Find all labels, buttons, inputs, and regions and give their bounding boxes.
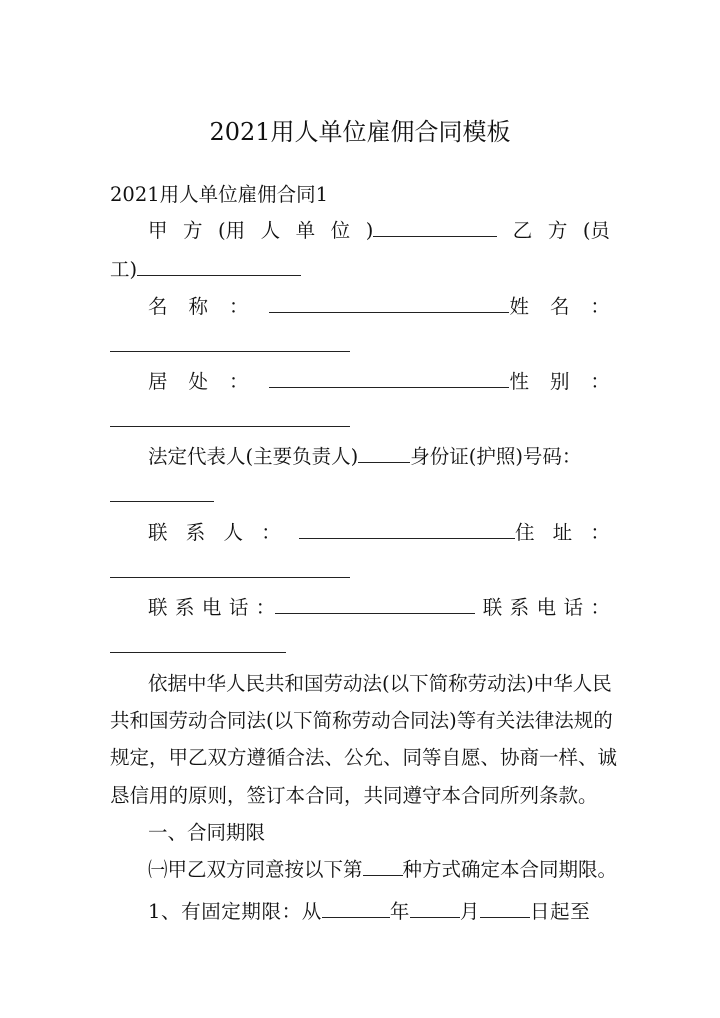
residence-label-1: 居: [148, 370, 168, 393]
name-label-2: 称: [188, 295, 208, 318]
party-a-label-3: (用: [218, 219, 246, 242]
phone-a-label-4: 话: [228, 596, 249, 619]
phone-b-label-5: ：: [590, 596, 610, 619]
legal-rep-line: [148, 444, 581, 470]
name-label-1: 名: [148, 295, 168, 318]
phone-a-label-2: 系: [174, 596, 195, 619]
month-label: 月: [459, 900, 481, 923]
phone-line: [148, 595, 610, 621]
party-a-label-2: 方: [183, 219, 203, 242]
party-a-label-1: 甲: [148, 219, 168, 242]
legal-rep-label: 法定代表人(主要负责人): [148, 445, 359, 468]
gender-label-2: 别: [549, 370, 570, 393]
address-blank-line: [110, 559, 350, 585]
fixed-term-label: 1、有固定期限：从: [148, 900, 322, 923]
party-b-label-3: (员: [582, 219, 610, 242]
start-day-blank: [480, 899, 530, 918]
residence-blank: [269, 369, 509, 388]
phone-b-blank-line: [110, 634, 286, 660]
contact-label-4: ：: [261, 521, 281, 544]
phone-b-label-2: 系: [509, 596, 530, 619]
party-a-label-7: ): [365, 219, 374, 242]
preamble-line-3: 规定，甲乙双方遵循合法、公允、同等自愿、协商一样、诚: [110, 746, 618, 769]
gender-blank-line: [110, 408, 350, 434]
party-a-label-6: 位: [330, 219, 351, 242]
phone-a-label-5: ：: [255, 596, 276, 619]
phone-b-label-4: 话: [563, 596, 584, 619]
phone-a-label-3: 电: [201, 596, 222, 619]
id-blank-line: [110, 483, 214, 509]
person-name-blank-line: [110, 333, 350, 359]
party-a-label-5: 单: [295, 219, 316, 242]
phone-b-label-1: 联: [482, 596, 503, 619]
party-b-label-1: 乙: [512, 219, 533, 242]
party-a-blank: [373, 218, 497, 237]
id-label: 身份证(护照)号码：: [410, 445, 582, 468]
address-label-2: 址: [552, 521, 573, 544]
preamble-line-1: 依据中华人民共和国劳动法(以下简称劳动法)中华人民: [148, 672, 612, 695]
contact-line: [148, 520, 610, 546]
clause-1-blank: [363, 857, 403, 876]
fixed-term-line: [148, 899, 590, 925]
party-b-label-2: 方: [547, 219, 568, 242]
address-blank: [110, 559, 350, 578]
party-b-label-cont: 工): [110, 258, 138, 281]
party-a-label-4: 人: [260, 219, 281, 242]
gender-label-3: ：: [590, 370, 610, 393]
address-label-3: ：: [590, 521, 610, 544]
clause-1-line: [148, 857, 617, 883]
person-name-label-1: 姓: [509, 295, 529, 318]
clause-1-part-1: ㈠甲乙双方同意按以下第: [148, 858, 363, 881]
year-label: 年: [389, 900, 410, 923]
residence-line: [148, 369, 610, 395]
contact-label-1: 联: [148, 521, 168, 544]
preamble-line-2: 共和国劳动合同法(以下简称劳动合同法)等有关法律法规的: [110, 709, 613, 732]
legal-rep-blank: [358, 444, 410, 463]
residence-label-2: 处: [188, 370, 208, 393]
start-year-blank: [322, 899, 390, 918]
contact-label-2: 系: [185, 521, 206, 544]
name-label-3: ：: [228, 295, 249, 318]
phone-b-label-3: 电: [536, 596, 557, 619]
phone-a-label-1: 联: [148, 596, 168, 619]
contact-label-3: 人: [223, 521, 243, 544]
party-b-cont-line: [110, 257, 301, 283]
preamble-line-4: 恳信用的原则，签订本合同，共同遵守本合同所列条款。: [110, 784, 598, 807]
gender-label-1: 性: [509, 370, 529, 393]
company-name-blank: [269, 294, 509, 313]
party-line: [148, 218, 610, 244]
name-line: [148, 294, 610, 320]
contract-subtitle: 2021用人单位雇佣合同1: [110, 183, 329, 206]
day-label: 日起至: [530, 900, 591, 923]
id-blank: [110, 483, 214, 502]
person-name-label-3: ：: [590, 295, 610, 318]
party-b-blank: [137, 257, 301, 276]
residence-label-3: ：: [228, 370, 249, 393]
phone-b-blank: [110, 634, 286, 653]
gender-blank: [110, 408, 350, 427]
clause-1-part-2: 种方式确定本合同期限。: [402, 858, 618, 881]
address-label-1: 住: [514, 521, 535, 544]
phone-a-blank: [275, 595, 475, 614]
person-name-label-2: 名: [549, 295, 570, 318]
contact-blank: [299, 520, 515, 539]
document-title: 2021用人单位雇佣合同模板: [209, 118, 511, 146]
section-1-heading: 一、合同期限: [148, 821, 266, 844]
person-name-blank: [110, 333, 350, 352]
start-month-blank: [410, 899, 460, 918]
